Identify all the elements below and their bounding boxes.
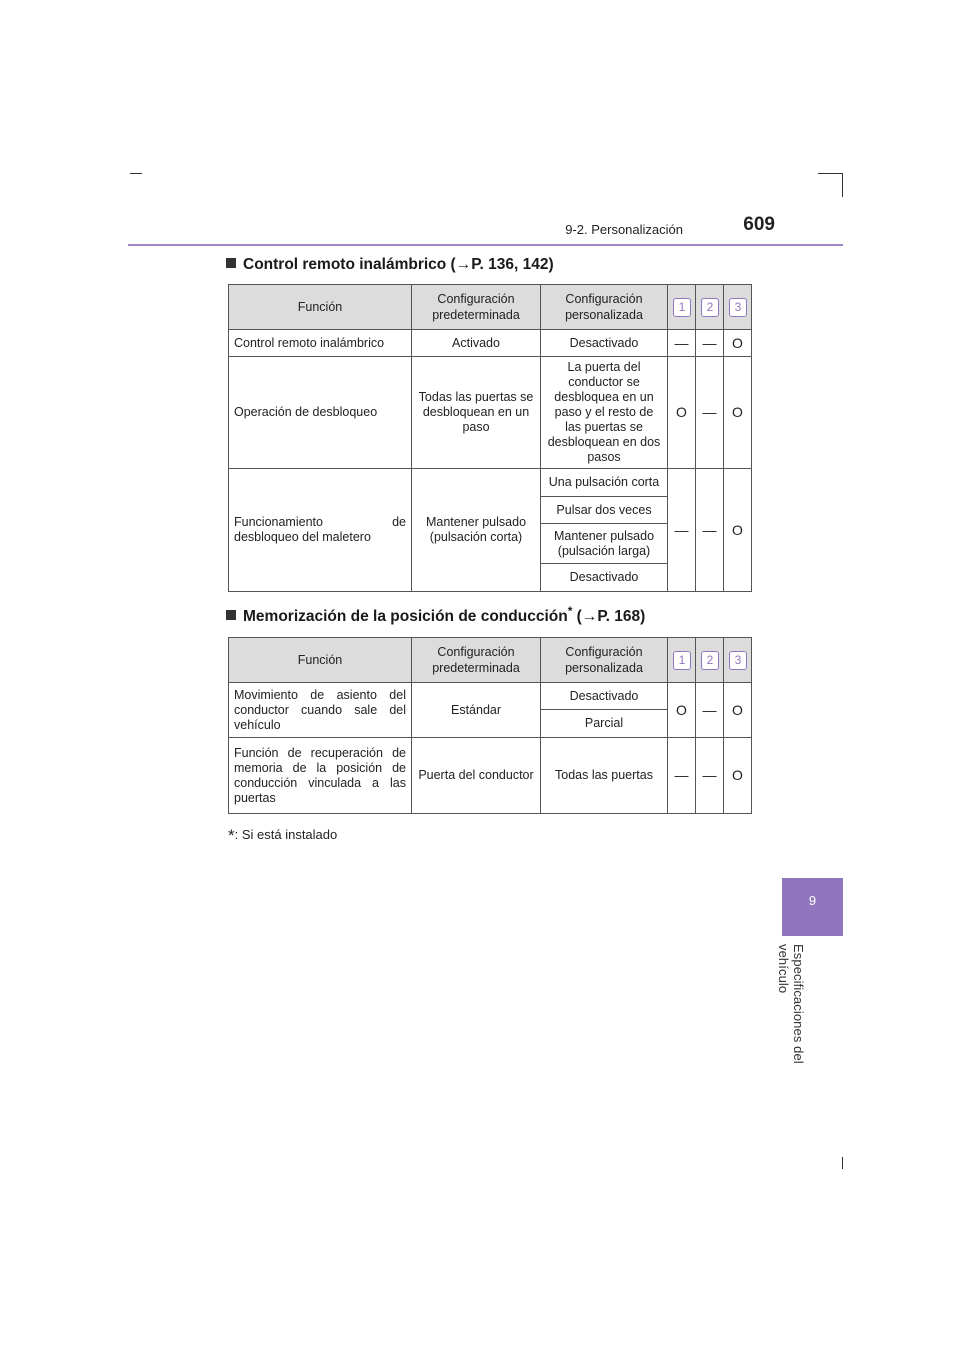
table-header-row <box>229 638 752 683</box>
mark-cell: — <box>696 683 724 738</box>
section-title: 9-2. Personalización <box>565 222 683 237</box>
mark-cell: — <box>668 330 696 357</box>
function-cell: Función de recuperación de memoria de la posición de conducción vinculada a las puertas <box>229 738 412 814</box>
custom-cell: Desactivado <box>541 683 668 710</box>
number-2-icon: 2 <box>701 298 719 317</box>
function-cell: Control remoto inalámbrico <box>229 330 412 357</box>
header-rule <box>128 244 843 246</box>
mark-cell: O <box>724 469 752 592</box>
number-2-icon: 2 <box>701 651 719 670</box>
column-header: Configuración predeterminada <box>412 638 541 683</box>
column-header: Configuración personalizada <box>541 285 668 330</box>
page-number: 609 <box>743 214 775 235</box>
custom-cell: Pulsar dos veces <box>541 497 668 524</box>
custom-cell: Todas las puertas <box>541 738 668 814</box>
heading-text: Control remoto inalámbrico ( <box>243 256 456 273</box>
mark-cell: O <box>724 357 752 469</box>
table-row <box>229 469 752 497</box>
column-header <box>696 638 724 683</box>
column-header <box>724 285 752 330</box>
number-3-icon: 3 <box>729 651 747 670</box>
default-cell: Puerta del conductor <box>412 738 541 814</box>
heading-text: Memorización de la posición de conducción <box>243 608 568 626</box>
table-row <box>229 738 752 814</box>
footnote-text: : Si está instalado <box>234 827 338 842</box>
column-header: Configuración predeterminada <box>412 285 541 330</box>
column-header <box>668 638 696 683</box>
chapter-tab <box>782 878 843 936</box>
column-header <box>724 638 752 683</box>
asterisk-icon: * <box>567 604 573 618</box>
table-row <box>229 683 752 710</box>
column-header: Configuración personalizada <box>541 638 668 683</box>
custom-cell: Mantener pulsado (pulsación larga) <box>541 524 668 564</box>
custom-cell: Una pulsación corta <box>541 469 668 497</box>
mark-cell: — <box>696 738 724 814</box>
page-reference: P. 136, 142) <box>471 256 554 273</box>
default-cell: Activado <box>412 330 541 357</box>
arrow-icon: → <box>581 608 598 626</box>
column-header: Función <box>229 285 412 330</box>
mark-cell: O <box>668 357 696 469</box>
asterisk-icon: * <box>228 826 235 845</box>
chapter-number: 9 <box>808 893 817 908</box>
custom-cell: Desactivado <box>541 330 668 357</box>
square-bullet-icon <box>226 258 236 268</box>
default-cell: Mantener pulsado (pulsación corta) <box>412 469 541 592</box>
section-heading <box>226 256 554 274</box>
crop-mark <box>842 1157 843 1169</box>
crop-mark <box>818 173 842 174</box>
settings-table <box>228 637 752 814</box>
number-3-icon: 3 <box>729 298 747 317</box>
default-cell: Estándar <box>412 683 541 738</box>
column-header <box>668 285 696 330</box>
mark-cell: O <box>724 330 752 357</box>
settings-table <box>228 284 752 592</box>
section-heading <box>226 604 645 626</box>
mark-cell: O <box>724 683 752 738</box>
mark-cell: O <box>724 738 752 814</box>
mark-cell: O <box>668 683 696 738</box>
mark-cell: — <box>668 469 696 592</box>
column-header: Función <box>229 638 412 683</box>
mark-cell: — <box>668 738 696 814</box>
mark-cell: — <box>696 330 724 357</box>
arrow-icon: → <box>455 256 472 273</box>
column-header <box>696 285 724 330</box>
mark-cell: — <box>696 469 724 592</box>
number-1-icon: 1 <box>673 298 691 317</box>
footnote <box>228 826 337 846</box>
function-cell: Funcionamiento de desbloqueo del maletero <box>229 469 412 592</box>
function-cell: Operación de desbloqueo <box>229 357 412 469</box>
open-paren: ( <box>572 608 582 626</box>
custom-cell: Desactivado <box>541 564 668 592</box>
function-cell: Movimiento de asiento del conductor cuando sale del vehículo <box>229 683 412 738</box>
crop-mark <box>130 173 142 174</box>
chapter-label: Especificaciones del vehículo <box>776 944 806 1064</box>
number-1-icon: 1 <box>673 651 691 670</box>
table-row <box>229 357 752 469</box>
mark-cell: — <box>696 357 724 469</box>
table-row <box>229 330 752 357</box>
page-reference: P. 168) <box>597 608 646 626</box>
custom-cell: Parcial <box>541 710 668 738</box>
default-cell: Todas las puertas se desbloquean en un paso <box>412 357 541 469</box>
crop-mark <box>842 173 843 197</box>
custom-cell: La puerta del conductor se desbloquea en un paso y el resto de las puertas se desbloquean en dos pasos <box>541 357 668 469</box>
square-bullet-icon <box>226 610 236 620</box>
table-header-row <box>229 285 752 330</box>
